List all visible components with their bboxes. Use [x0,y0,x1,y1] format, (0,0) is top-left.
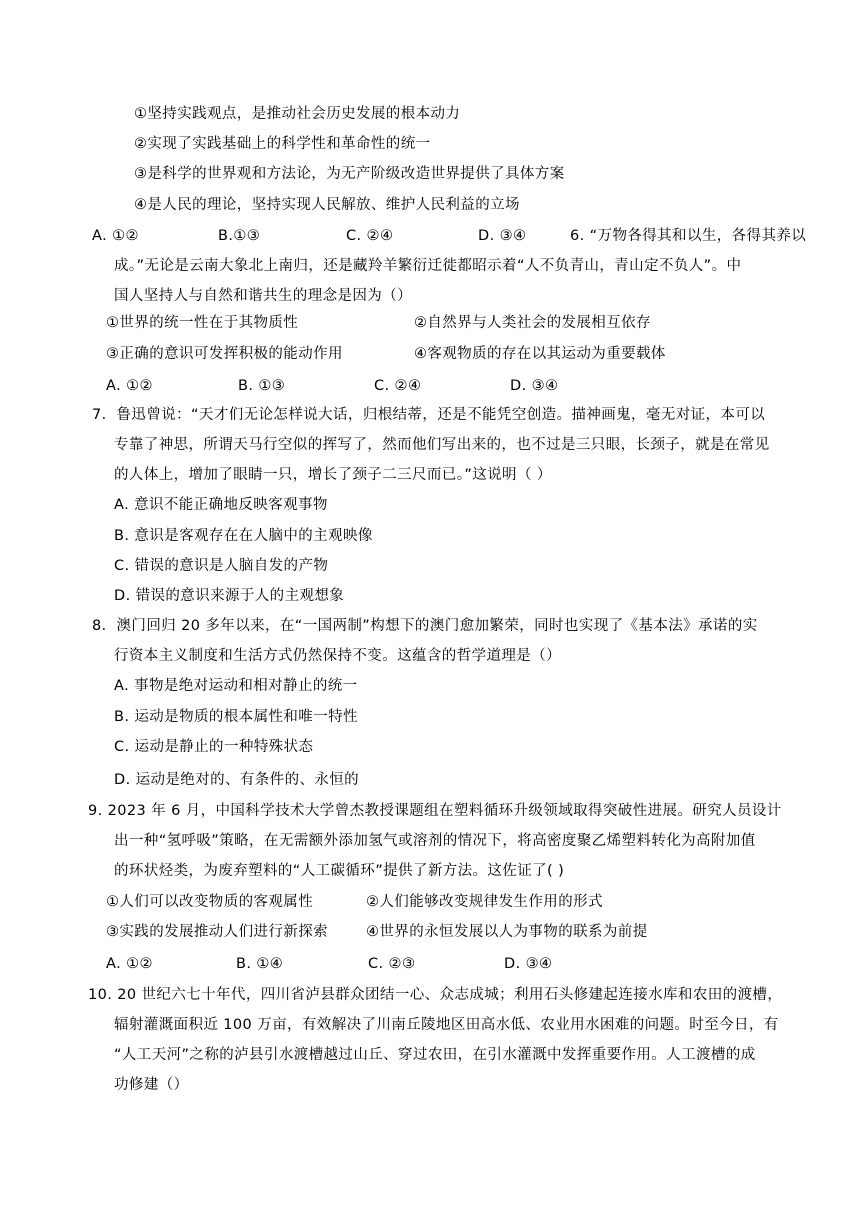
q5-item-4: ④是人民的理论，坚持实现人民解放、维护人民利益的立场 [134,197,520,213]
q5-item-2: ②实现了实践基础上的科学性和革命性的统一 [134,136,431,152]
q9-stem-line-2: 出一种“氢呼吸”策略，在无需额外添加氢气或溶剂的情况下，将高密度聚乙烯塑料转化为高附加值 [114,833,756,849]
q10-stem-line-1: 10. 20 世纪六七十年代，四川省泸县群众团结一心、众志成城；利用石头修建起连接水库和农田的渡槽， [88,987,783,1003]
q6-option-b: B. ①③ [238,378,286,394]
q10-stem-line-2: 辐射灌溉面积近 100 万亩，有效解决了川南丘陵地区田高水低、农业用水困难的问题。时至今日，有 [114,1017,779,1033]
q6-stem-line-2: 国人坚持人与自然和谐共生的理念是因为（） [114,288,412,304]
q8-stem-line-1: 8．澳门回归 20 多年以来，在“一国两制”构想下的澳门愈加繁荣，同时也实现了《基本法》承诺的实 [92,618,758,634]
q9-stem-line-1: 9. 2023 年 6 月，中国科学技术大学曾杰教授课题组在塑料循环升级领域取得突破性进展。研究人员设计 [88,803,782,819]
q7-stem-line-1: 7．鲁迅曾说：“天才们无论怎样说大话，归根结蒂，还是不能凭空创造。描神画鬼，毫无对证，本可以 [92,407,766,423]
q6-option-c: C. ②④ [374,378,422,394]
q5-option-b: B.①③ [218,228,261,244]
q7-stem-line-2: 专靠了神思，所谓天马行空似的挥写了，然而他们写出来的，也不过是三只眼，长颈子，就是在常见 [114,437,770,453]
q9-option-c: C. ②③ [368,956,416,972]
q9-option-d: D. ③④ [504,956,553,972]
q8-option-a: A. 事物是绝对运动和相对静止的统一 [114,678,358,694]
q9-option-a: A. ①② [106,956,153,972]
q9-option-b: B. ①④ [236,956,284,972]
q7-option-b: B. 意识是客观存在在人脑中的主观映像 [114,528,373,544]
q7-option-a: A. 意识不能正确地反映客观事物 [114,497,328,513]
q10-stem-line-3: “人工天河”之称的泸县引水渡槽越过山丘、穿过农田，在引水灌溉中发挥重要作用。人工渡槽的成 [114,1047,756,1063]
q9-item-1: ①人们可以改变物质的客观属性 [106,894,314,910]
q8-option-c: C. 运动是静止的一种特殊状态 [114,739,314,755]
q6-item-1: ①世界的统一性在于其物质性 [106,315,299,331]
q6-stem-line-1: 成。”无论是云南大象北上南归，还是藏羚羊繁衍迁徙都昭示着“人不负青山，青山定不负人”。中 [114,258,742,274]
q9-item-2: ②人们能够改变规律发生作用的形式 [366,894,603,910]
q8-option-d: D. 运动是绝对的、有条件的、永恒的 [114,772,360,788]
q7-option-c: C. 错误的意识是人脑自发的产物 [114,558,329,574]
q6-item-3: ③正确的意识可发挥积极的能动作用 [106,346,343,362]
q6-stem-start: 6. “万物各得其和以生，各得其养以 [570,228,807,244]
q9-item-4: ④世界的永恒发展以人为事物的联系为前提 [366,924,648,940]
q8-option-b: B. 运动是物质的根本属性和唯一特性 [114,709,358,725]
q8-stem-line-2: 行资本主义制度和生活方式仍然保持不变。这蕴含的哲学道理是（） [114,648,561,664]
q5-item-3: ③是科学的世界观和方法论，为无产阶级改造世界提供了具体方案 [134,166,565,182]
q6-item-4: ④客观物质的存在以其运动为重要载体 [414,346,666,362]
q5-option-a: A. ①② [92,228,139,244]
q6-option-a: A. ①② [106,378,153,394]
q9-item-3: ③实践的发展推动人们进行新探索 [106,924,328,940]
q5-option-d: D. ③④ [478,228,527,244]
q9-stem-line-3: 的环状烃类，为废弃塑料的“人工碳循环”提供了新方法。这佐证了( ) [114,863,565,879]
q5-item-1: ①坚持实践观点，是推动社会历史发展的根本动力 [134,106,461,122]
q10-stem-line-4: 功修建（） [114,1077,189,1093]
q6-option-d: D. ③④ [510,378,559,394]
q7-stem-line-3: 的人体上，增加了眼睛一只，增长了颈子二三尺而已。”这说明（ ） [114,467,552,483]
q6-item-2: ②自然界与人类社会的发展相互依存 [414,315,651,331]
q5-option-c: C. ②④ [346,228,394,244]
q7-option-d: D. 错误的意识来源于人的主观想象 [114,588,345,604]
